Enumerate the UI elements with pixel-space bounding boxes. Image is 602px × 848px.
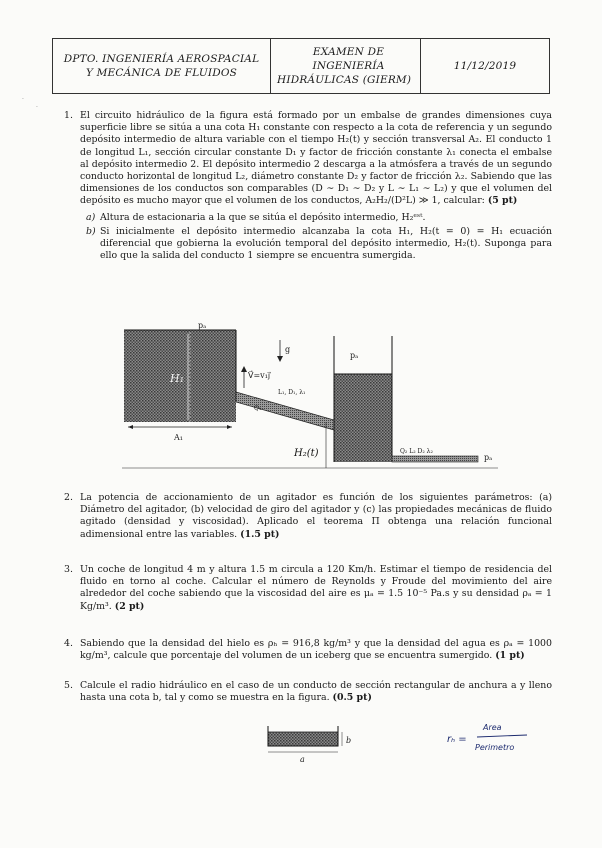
question-number: 5. xyxy=(64,680,73,691)
subquestion-text: Altura de estacionaria a la que se sitúa el depósito intermedio, H₂ᵉˢᵗ. xyxy=(100,211,426,223)
exam-title-cell xyxy=(271,39,421,93)
question-points: (0.5 pt) xyxy=(332,692,372,704)
question-text: La potencia de accionamiento de un agitador es función de los siguientes parámetros: (a) Diámetro del agitador, (b) velocidad de giro del agitador y (c) las propiedades mecánicas de fluido agitado (densidad y viscosidad). Aplicado el teorema Π obtenga una relación funcional adimensional entre las variables. xyxy=(80,492,552,540)
department-cell xyxy=(53,39,271,93)
a-label: a xyxy=(300,755,305,764)
flow-1-label: Q₁ xyxy=(254,405,262,412)
question-2 xyxy=(64,492,552,541)
handwritten-note xyxy=(447,718,529,758)
pipe-1 xyxy=(236,392,334,430)
subquestion-text: Si inicialmente el depósito intermedio alcanzaba la cota H₁, H₂(t = 0) = H₁ ecuación diferencial que gobierna la evolución temporal del depósito intermedio, H₂(t). Suponga para ello que la salida del conducto 1 siempre se encuentra sumergida. xyxy=(100,225,552,262)
gravity-label: g xyxy=(285,345,291,354)
velocity-label: V⃗=v₁j⃗ xyxy=(248,371,271,380)
subquestion-label: a) xyxy=(86,211,96,223)
pipe-1-label: L₁, D₁, λ₁ xyxy=(278,389,306,396)
pressure-label-top: pₐ xyxy=(198,322,207,330)
arrow-head-left-icon xyxy=(128,425,133,429)
question-number: 2. xyxy=(64,492,73,503)
subquestion-label: b) xyxy=(86,225,96,237)
scan-speck: · xyxy=(22,96,24,103)
question-number: 1. xyxy=(64,110,73,121)
question-1-text xyxy=(80,110,552,208)
hydraulic-circuit-figure xyxy=(118,322,506,474)
velocity-arrow-icon xyxy=(241,366,247,372)
arrow-head-right-icon xyxy=(227,425,232,429)
question-text: Sabiendo que la densidad del hielo es ρₕ = 916,8 kg/m³ y que la densidad del agua es ρₐ = 1000 kg/m³, calcule que porcentaje del volumen de un iceberg que se encuentra sumergido. xyxy=(80,638,552,662)
exam-date: 11/12/2019 xyxy=(453,60,517,72)
tank-pressure-label: pₐ xyxy=(350,351,359,360)
outlet-pressure-label: pₐ xyxy=(484,453,493,462)
question-5 xyxy=(64,680,552,704)
question-number: 3. xyxy=(64,564,73,575)
question-3 xyxy=(64,564,552,613)
handwritten-numerator: Area xyxy=(483,723,502,732)
b-label: b xyxy=(346,736,352,745)
question-4 xyxy=(64,638,552,662)
exam-header xyxy=(52,38,550,94)
question-points: (5 pt) xyxy=(487,195,518,207)
question-points: (1 pt) xyxy=(495,650,525,662)
handwritten-lhs: rₕ = xyxy=(447,734,467,745)
question-text: El circuito hidráulico de la figura está formado por un embalse de grandes dimensiones cuya superficie libre se sitúa a una cota H₁ constante con respecto a la cota de referencia y un segundo depósito intermedio de altura variable con el tiempo H₂(t) y sección transversal A₂. El conducto 1 de longitud L₁, sección circular constante D₁ y factor de fricción constante λ₁ conecta el embalse al depósito intermedio 2. El depósito intermedio 2 descarga a la atmósfera a través de un segundo conducto horizontal de longitud L₂, diámetro constante D₂ y factor de fricción λ₂. Sabiendo que las dimensiones de los conductos son comparables (D ∼ D₁ ∼ D₂ y L ∼ L₁ ∼ L₂) y que el volumen del depósito es mucho mayor que el volumen de los conductos, A₂H₂/(D²L) ≫ 1, calcular: xyxy=(80,110,552,207)
exam-title-line-2: HIDRÁULICAS (GIERM) xyxy=(277,74,412,86)
subquestion-b xyxy=(86,225,552,263)
question-1 xyxy=(64,110,552,262)
question-points: (2 pt) xyxy=(114,600,145,612)
pipe-2 xyxy=(392,456,478,462)
rectangular-channel-figure xyxy=(262,722,362,764)
department-line-2: Y MECÁNICA DE FLUIDOS xyxy=(85,67,238,79)
h1-label: H₁ xyxy=(170,372,185,385)
question-text: Calcule el radio hidráulico en el caso de un conducto de sección rectangular de anchura a y lleno hasta una cota b, tal y como se muestra en la figura. xyxy=(80,680,552,704)
channel-water xyxy=(268,732,338,746)
question-points: (1.5 pt) xyxy=(240,528,280,540)
department-line-1: DPTO. INGENIERÍA AEROSPACIAL xyxy=(63,53,260,65)
subquestion-a xyxy=(86,211,552,224)
a1-label: A₁ xyxy=(174,433,183,442)
pipe-2-label: Q₂ L₂ D₂ λ₂ xyxy=(400,448,433,455)
question-text: Un coche de longitud 4 m y altura 1.5 m circula a 120 Km/h. Estimar el tiempo de residencia del fluido en torno al coche. Calcular el número de Reynolds y Froude del movimiento del aire alrededor del coche sabiendo que la viscosidad del aire es μₐ = 1.5 10⁻⁵ Pa.s y su densidad ρₐ = 1 Kg/m³. xyxy=(80,564,552,612)
handwritten-fraction-bar xyxy=(477,735,527,737)
exam-title-line-1: EXAMEN DE INGENIERÍA xyxy=(312,46,385,72)
h2-label: H₂(t) xyxy=(294,448,319,459)
question-number: 4. xyxy=(64,638,73,649)
scan-speck: · xyxy=(36,104,38,111)
date-cell xyxy=(421,39,549,93)
gravity-arrow-icon xyxy=(277,356,283,362)
intermediate-tank-water xyxy=(334,374,392,462)
handwritten-denominator: Perimetro xyxy=(475,743,515,752)
